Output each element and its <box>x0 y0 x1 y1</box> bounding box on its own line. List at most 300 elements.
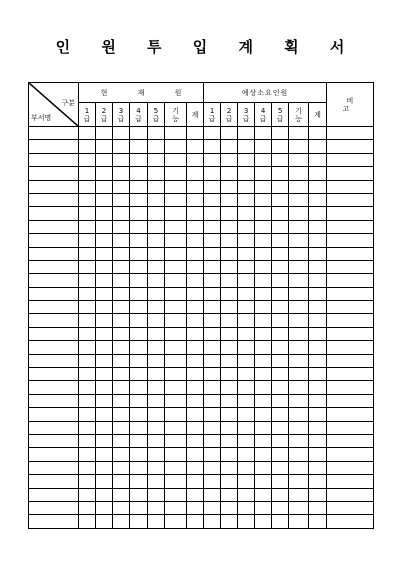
count-cell[interactable] <box>309 140 327 153</box>
department-cell[interactable] <box>29 301 79 314</box>
count-cell[interactable] <box>289 327 309 340</box>
count-cell[interactable] <box>130 408 148 421</box>
count-cell[interactable] <box>204 260 221 273</box>
count-cell[interactable] <box>238 368 255 381</box>
count-cell[interactable] <box>272 448 289 461</box>
count-cell[interactable] <box>255 515 272 528</box>
count-cell[interactable] <box>113 501 130 514</box>
count-cell[interactable] <box>148 327 165 340</box>
count-cell[interactable] <box>79 488 96 501</box>
count-cell[interactable] <box>289 207 309 220</box>
count-cell[interactable] <box>148 220 165 233</box>
remarks-cell[interactable] <box>327 127 374 140</box>
count-cell[interactable] <box>96 247 113 260</box>
count-cell[interactable] <box>255 394 272 407</box>
count-cell[interactable] <box>309 207 327 220</box>
count-cell[interactable] <box>204 247 221 260</box>
count-cell[interactable] <box>165 515 187 528</box>
count-cell[interactable] <box>272 287 289 300</box>
count-cell[interactable] <box>272 193 289 206</box>
remarks-cell[interactable] <box>327 247 374 260</box>
count-cell[interactable] <box>238 180 255 193</box>
count-cell[interactable] <box>309 368 327 381</box>
count-cell[interactable] <box>187 488 204 501</box>
count-cell[interactable] <box>255 153 272 166</box>
count-cell[interactable] <box>289 153 309 166</box>
count-cell[interactable] <box>255 501 272 514</box>
count-cell[interactable] <box>204 368 221 381</box>
count-cell[interactable] <box>113 247 130 260</box>
count-cell[interactable] <box>255 274 272 287</box>
department-cell[interactable] <box>29 247 79 260</box>
count-cell[interactable] <box>96 207 113 220</box>
count-cell[interactable] <box>79 207 96 220</box>
count-cell[interactable] <box>148 274 165 287</box>
count-cell[interactable] <box>289 475 309 488</box>
count-cell[interactable] <box>113 368 130 381</box>
remarks-cell[interactable] <box>327 167 374 180</box>
count-cell[interactable] <box>148 434 165 447</box>
department-cell[interactable] <box>29 234 79 247</box>
count-cell[interactable] <box>221 140 238 153</box>
count-cell[interactable] <box>289 515 309 528</box>
count-cell[interactable] <box>204 127 221 140</box>
count-cell[interactable] <box>221 301 238 314</box>
count-cell[interactable] <box>79 260 96 273</box>
department-cell[interactable] <box>29 327 79 340</box>
count-cell[interactable] <box>187 354 204 367</box>
count-cell[interactable] <box>238 354 255 367</box>
remarks-cell[interactable] <box>327 153 374 166</box>
count-cell[interactable] <box>187 448 204 461</box>
count-cell[interactable] <box>238 515 255 528</box>
count-cell[interactable] <box>165 193 187 206</box>
count-cell[interactable] <box>165 301 187 314</box>
count-cell[interactable] <box>165 314 187 327</box>
count-cell[interactable] <box>113 140 130 153</box>
count-cell[interactable] <box>148 153 165 166</box>
remarks-cell[interactable] <box>327 475 374 488</box>
count-cell[interactable] <box>309 193 327 206</box>
count-cell[interactable] <box>148 301 165 314</box>
count-cell[interactable] <box>289 247 309 260</box>
count-cell[interactable] <box>79 381 96 394</box>
count-cell[interactable] <box>238 301 255 314</box>
count-cell[interactable] <box>204 381 221 394</box>
count-cell[interactable] <box>96 341 113 354</box>
count-cell[interactable] <box>255 488 272 501</box>
count-cell[interactable] <box>79 354 96 367</box>
count-cell[interactable] <box>272 501 289 514</box>
count-cell[interactable] <box>204 140 221 153</box>
count-cell[interactable] <box>187 394 204 407</box>
count-cell[interactable] <box>148 314 165 327</box>
department-cell[interactable] <box>29 421 79 434</box>
count-cell[interactable] <box>165 434 187 447</box>
count-cell[interactable] <box>238 274 255 287</box>
count-cell[interactable] <box>255 193 272 206</box>
count-cell[interactable] <box>309 153 327 166</box>
remarks-cell[interactable] <box>327 341 374 354</box>
count-cell[interactable] <box>148 127 165 140</box>
count-cell[interactable] <box>255 341 272 354</box>
remarks-cell[interactable] <box>327 314 374 327</box>
count-cell[interactable] <box>113 167 130 180</box>
count-cell[interactable] <box>309 287 327 300</box>
count-cell[interactable] <box>187 434 204 447</box>
count-cell[interactable] <box>221 448 238 461</box>
count-cell[interactable] <box>187 193 204 206</box>
count-cell[interactable] <box>309 434 327 447</box>
count-cell[interactable] <box>204 314 221 327</box>
count-cell[interactable] <box>187 153 204 166</box>
count-cell[interactable] <box>113 354 130 367</box>
count-cell[interactable] <box>309 461 327 474</box>
count-cell[interactable] <box>221 274 238 287</box>
count-cell[interactable] <box>238 448 255 461</box>
count-cell[interactable] <box>165 153 187 166</box>
count-cell[interactable] <box>130 220 148 233</box>
department-cell[interactable] <box>29 314 79 327</box>
count-cell[interactable] <box>79 515 96 528</box>
count-cell[interactable] <box>96 381 113 394</box>
count-cell[interactable] <box>96 408 113 421</box>
count-cell[interactable] <box>79 234 96 247</box>
count-cell[interactable] <box>289 234 309 247</box>
count-cell[interactable] <box>96 421 113 434</box>
count-cell[interactable] <box>113 153 130 166</box>
count-cell[interactable] <box>113 448 130 461</box>
count-cell[interactable] <box>130 461 148 474</box>
count-cell[interactable] <box>255 368 272 381</box>
count-cell[interactable] <box>96 488 113 501</box>
count-cell[interactable] <box>289 461 309 474</box>
count-cell[interactable] <box>113 421 130 434</box>
count-cell[interactable] <box>204 434 221 447</box>
count-cell[interactable] <box>221 434 238 447</box>
remarks-cell[interactable] <box>327 515 374 528</box>
department-cell[interactable] <box>29 434 79 447</box>
department-cell[interactable] <box>29 501 79 514</box>
count-cell[interactable] <box>79 274 96 287</box>
count-cell[interactable] <box>309 448 327 461</box>
remarks-cell[interactable] <box>327 501 374 514</box>
count-cell[interactable] <box>113 381 130 394</box>
department-cell[interactable] <box>29 127 79 140</box>
department-cell[interactable] <box>29 260 79 273</box>
count-cell[interactable] <box>113 394 130 407</box>
count-cell[interactable] <box>255 234 272 247</box>
count-cell[interactable] <box>204 475 221 488</box>
count-cell[interactable] <box>130 180 148 193</box>
count-cell[interactable] <box>204 167 221 180</box>
department-cell[interactable] <box>29 207 79 220</box>
count-cell[interactable] <box>148 475 165 488</box>
count-cell[interactable] <box>113 475 130 488</box>
count-cell[interactable] <box>113 180 130 193</box>
count-cell[interactable] <box>130 515 148 528</box>
count-cell[interactable] <box>130 274 148 287</box>
count-cell[interactable] <box>221 180 238 193</box>
count-cell[interactable] <box>204 448 221 461</box>
count-cell[interactable] <box>165 461 187 474</box>
count-cell[interactable] <box>238 421 255 434</box>
count-cell[interactable] <box>96 220 113 233</box>
remarks-cell[interactable] <box>327 193 374 206</box>
count-cell[interactable] <box>309 354 327 367</box>
count-cell[interactable] <box>289 434 309 447</box>
count-cell[interactable] <box>309 180 327 193</box>
count-cell[interactable] <box>221 327 238 340</box>
department-cell[interactable] <box>29 394 79 407</box>
count-cell[interactable] <box>238 475 255 488</box>
count-cell[interactable] <box>204 461 221 474</box>
count-cell[interactable] <box>238 381 255 394</box>
count-cell[interactable] <box>238 234 255 247</box>
count-cell[interactable] <box>255 408 272 421</box>
remarks-cell[interactable] <box>327 488 374 501</box>
count-cell[interactable] <box>309 515 327 528</box>
count-cell[interactable] <box>272 260 289 273</box>
count-cell[interactable] <box>255 220 272 233</box>
count-cell[interactable] <box>255 327 272 340</box>
remarks-cell[interactable] <box>327 434 374 447</box>
count-cell[interactable] <box>221 368 238 381</box>
count-cell[interactable] <box>130 394 148 407</box>
count-cell[interactable] <box>96 501 113 514</box>
count-cell[interactable] <box>79 394 96 407</box>
count-cell[interactable] <box>309 381 327 394</box>
count-cell[interactable] <box>165 327 187 340</box>
count-cell[interactable] <box>165 247 187 260</box>
count-cell[interactable] <box>187 314 204 327</box>
count-cell[interactable] <box>289 180 309 193</box>
count-cell[interactable] <box>165 220 187 233</box>
count-cell[interactable] <box>204 287 221 300</box>
count-cell[interactable] <box>309 234 327 247</box>
count-cell[interactable] <box>309 301 327 314</box>
count-cell[interactable] <box>130 421 148 434</box>
count-cell[interactable] <box>148 167 165 180</box>
count-cell[interactable] <box>79 461 96 474</box>
count-cell[interactable] <box>289 354 309 367</box>
department-cell[interactable] <box>29 193 79 206</box>
count-cell[interactable] <box>309 341 327 354</box>
count-cell[interactable] <box>255 301 272 314</box>
department-cell[interactable] <box>29 488 79 501</box>
count-cell[interactable] <box>238 193 255 206</box>
count-cell[interactable] <box>255 461 272 474</box>
count-cell[interactable] <box>204 180 221 193</box>
count-cell[interactable] <box>221 234 238 247</box>
count-cell[interactable] <box>130 260 148 273</box>
remarks-cell[interactable] <box>327 421 374 434</box>
count-cell[interactable] <box>221 153 238 166</box>
department-cell[interactable] <box>29 274 79 287</box>
count-cell[interactable] <box>221 488 238 501</box>
count-cell[interactable] <box>79 247 96 260</box>
count-cell[interactable] <box>289 167 309 180</box>
count-cell[interactable] <box>130 193 148 206</box>
count-cell[interactable] <box>113 274 130 287</box>
count-cell[interactable] <box>96 394 113 407</box>
count-cell[interactable] <box>187 515 204 528</box>
count-cell[interactable] <box>187 421 204 434</box>
count-cell[interactable] <box>148 260 165 273</box>
count-cell[interactable] <box>238 341 255 354</box>
count-cell[interactable] <box>309 247 327 260</box>
count-cell[interactable] <box>289 140 309 153</box>
count-cell[interactable] <box>187 140 204 153</box>
count-cell[interactable] <box>148 287 165 300</box>
department-cell[interactable] <box>29 475 79 488</box>
count-cell[interactable] <box>272 475 289 488</box>
count-cell[interactable] <box>204 488 221 501</box>
count-cell[interactable] <box>187 180 204 193</box>
count-cell[interactable] <box>96 327 113 340</box>
remarks-cell[interactable] <box>327 461 374 474</box>
count-cell[interactable] <box>113 341 130 354</box>
count-cell[interactable] <box>165 421 187 434</box>
count-cell[interactable] <box>255 314 272 327</box>
count-cell[interactable] <box>255 354 272 367</box>
count-cell[interactable] <box>221 207 238 220</box>
count-cell[interactable] <box>255 448 272 461</box>
count-cell[interactable] <box>238 127 255 140</box>
count-cell[interactable] <box>204 327 221 340</box>
count-cell[interactable] <box>79 448 96 461</box>
count-cell[interactable] <box>289 314 309 327</box>
count-cell[interactable] <box>130 448 148 461</box>
count-cell[interactable] <box>204 193 221 206</box>
count-cell[interactable] <box>96 167 113 180</box>
count-cell[interactable] <box>272 127 289 140</box>
count-cell[interactable] <box>113 234 130 247</box>
count-cell[interactable] <box>79 287 96 300</box>
count-cell[interactable] <box>113 287 130 300</box>
count-cell[interactable] <box>221 501 238 514</box>
count-cell[interactable] <box>113 220 130 233</box>
count-cell[interactable] <box>238 314 255 327</box>
count-cell[interactable] <box>272 408 289 421</box>
count-cell[interactable] <box>289 341 309 354</box>
count-cell[interactable] <box>148 394 165 407</box>
count-cell[interactable] <box>148 448 165 461</box>
count-cell[interactable] <box>79 314 96 327</box>
count-cell[interactable] <box>272 515 289 528</box>
count-cell[interactable] <box>221 408 238 421</box>
count-cell[interactable] <box>165 140 187 153</box>
count-cell[interactable] <box>238 287 255 300</box>
count-cell[interactable] <box>255 140 272 153</box>
count-cell[interactable] <box>221 287 238 300</box>
count-cell[interactable] <box>255 247 272 260</box>
count-cell[interactable] <box>289 488 309 501</box>
count-cell[interactable] <box>221 475 238 488</box>
count-cell[interactable] <box>204 234 221 247</box>
count-cell[interactable] <box>113 301 130 314</box>
remarks-cell[interactable] <box>327 327 374 340</box>
count-cell[interactable] <box>238 461 255 474</box>
department-cell[interactable] <box>29 180 79 193</box>
count-cell[interactable] <box>165 448 187 461</box>
remarks-cell[interactable] <box>327 260 374 273</box>
count-cell[interactable] <box>148 461 165 474</box>
remarks-cell[interactable] <box>327 394 374 407</box>
count-cell[interactable] <box>289 274 309 287</box>
count-cell[interactable] <box>96 368 113 381</box>
count-cell[interactable] <box>272 461 289 474</box>
count-cell[interactable] <box>238 247 255 260</box>
count-cell[interactable] <box>272 180 289 193</box>
count-cell[interactable] <box>113 193 130 206</box>
count-cell[interactable] <box>289 220 309 233</box>
count-cell[interactable] <box>255 207 272 220</box>
count-cell[interactable] <box>165 488 187 501</box>
count-cell[interactable] <box>96 153 113 166</box>
department-cell[interactable] <box>29 461 79 474</box>
department-cell[interactable] <box>29 408 79 421</box>
count-cell[interactable] <box>113 488 130 501</box>
count-cell[interactable] <box>187 220 204 233</box>
count-cell[interactable] <box>221 341 238 354</box>
count-cell[interactable] <box>289 127 309 140</box>
count-cell[interactable] <box>309 260 327 273</box>
count-cell[interactable] <box>165 127 187 140</box>
count-cell[interactable] <box>165 394 187 407</box>
count-cell[interactable] <box>148 341 165 354</box>
count-cell[interactable] <box>289 448 309 461</box>
count-cell[interactable] <box>272 220 289 233</box>
count-cell[interactable] <box>187 501 204 514</box>
count-cell[interactable] <box>272 327 289 340</box>
count-cell[interactable] <box>113 461 130 474</box>
count-cell[interactable] <box>79 180 96 193</box>
count-cell[interactable] <box>79 127 96 140</box>
count-cell[interactable] <box>255 127 272 140</box>
count-cell[interactable] <box>187 234 204 247</box>
count-cell[interactable] <box>289 368 309 381</box>
count-cell[interactable] <box>204 421 221 434</box>
count-cell[interactable] <box>148 381 165 394</box>
count-cell[interactable] <box>165 475 187 488</box>
count-cell[interactable] <box>96 193 113 206</box>
count-cell[interactable] <box>204 153 221 166</box>
count-cell[interactable] <box>221 193 238 206</box>
count-cell[interactable] <box>130 207 148 220</box>
department-cell[interactable] <box>29 287 79 300</box>
department-cell[interactable] <box>29 140 79 153</box>
count-cell[interactable] <box>130 475 148 488</box>
count-cell[interactable] <box>165 260 187 273</box>
remarks-cell[interactable] <box>327 408 374 421</box>
department-cell[interactable] <box>29 153 79 166</box>
count-cell[interactable] <box>96 140 113 153</box>
count-cell[interactable] <box>96 274 113 287</box>
count-cell[interactable] <box>309 421 327 434</box>
remarks-cell[interactable] <box>327 354 374 367</box>
count-cell[interactable] <box>165 381 187 394</box>
count-cell[interactable] <box>238 207 255 220</box>
count-cell[interactable] <box>221 127 238 140</box>
count-cell[interactable] <box>148 354 165 367</box>
count-cell[interactable] <box>187 301 204 314</box>
count-cell[interactable] <box>96 127 113 140</box>
count-cell[interactable] <box>272 314 289 327</box>
count-cell[interactable] <box>96 287 113 300</box>
count-cell[interactable] <box>148 421 165 434</box>
count-cell[interactable] <box>238 501 255 514</box>
